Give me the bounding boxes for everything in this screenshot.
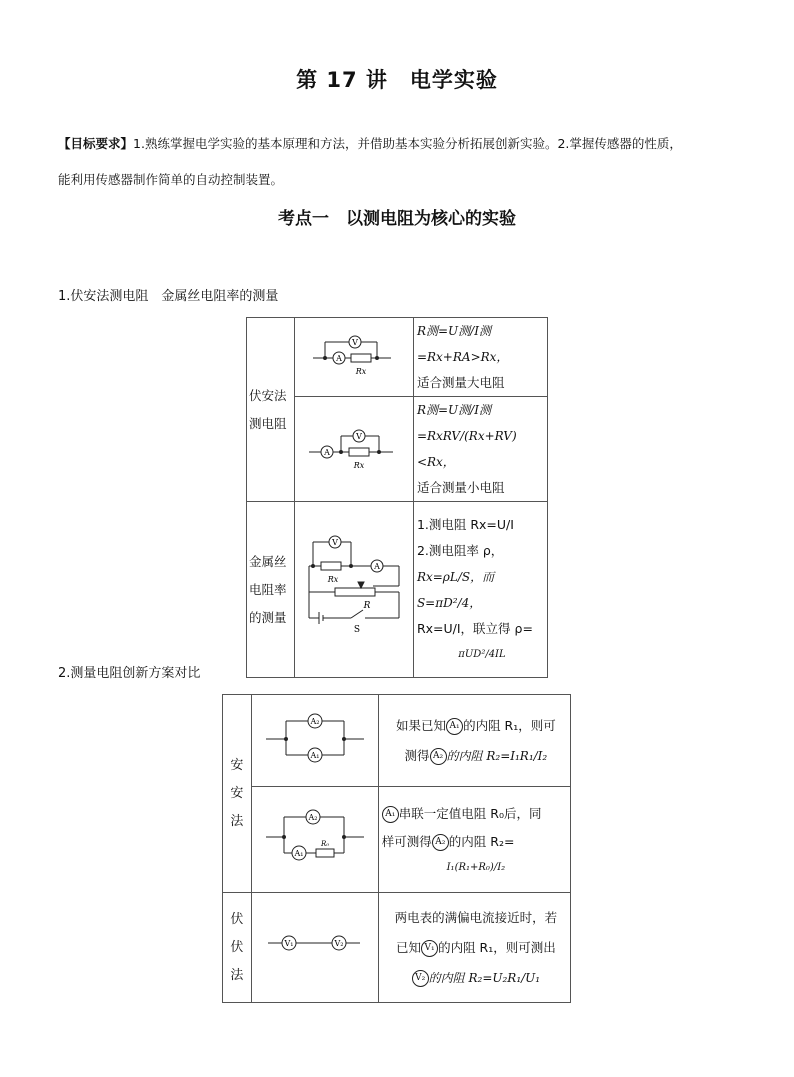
goal-text-1: 1.熟练掌握电学实验的基本原理和方法，并借助基本实验分析拓展创新实验。2.掌握传感器的性质， — [133, 136, 682, 151]
svg-text:V₂: V₂ — [334, 939, 344, 948]
voltammetry-label: 伏安法 测电阻 — [247, 318, 295, 502]
resistivity-steps — [413, 502, 547, 678]
svg-text:Rx: Rx — [327, 575, 339, 584]
rx-label: Rx — [355, 366, 367, 376]
learning-goals — [58, 126, 758, 198]
fufu-notes: 两电表的满偏电流接近时，若 已知 V₁ 的内阻 R₁，则可测出 V₂ 的内阻 R₂=U₂R₁/U₁ — [378, 893, 570, 1003]
svg-text:A₂: A₂ — [308, 813, 318, 822]
svg-text:V: V — [356, 431, 362, 441]
fufu-circuit — [251, 893, 378, 1003]
innovative-methods-table — [222, 694, 571, 1003]
section-title: 考点一 以测电阻为核心的实验 — [278, 209, 516, 229]
part2-heading: 2.测量电阻创新方案对比 — [58, 666, 201, 681]
anan-circuit-1 — [251, 695, 378, 787]
step-2: 2.测电阻率 ρ， — [416, 542, 504, 558]
svg-text:A₂: A₂ — [310, 717, 320, 726]
anan-notes-2: A₁ 串联一定值电阻 R₀后，同 样可测得 A₂ 的内阻 R₂= I₁(R₁+R₀)/I₂ — [378, 787, 570, 893]
goal-text-2: 能利用传感器制作简单的自动控制装置。 — [58, 172, 284, 187]
part1-heading: 1.伏安法测电阻 金属丝电阻率的测量 — [58, 289, 279, 304]
svg-text:R₀: R₀ — [320, 840, 329, 848]
svg-text:A: A — [374, 562, 380, 571]
svg-text:S: S — [353, 625, 361, 635]
step-3: Rx=ρL/S，而 S=πD²/4， — [416, 569, 495, 610]
svg-text:A₁: A₁ — [294, 849, 304, 858]
ammeter-a2-icon: A₂ — [430, 748, 447, 765]
internal-note: 适合测量小电阻 — [416, 480, 505, 495]
svg-text:V: V — [332, 538, 338, 547]
step-5: πUD²/4IL — [458, 648, 506, 660]
anan-label: 安安法 — [223, 695, 252, 893]
svg-text:R: R — [363, 601, 371, 611]
resistivity-label: 金属丝 电阻率 的测量 — [247, 502, 295, 678]
svg-text:Rx: Rx — [353, 460, 365, 470]
ammeter-a1-icon: A₁ — [446, 718, 463, 735]
voltmeter-v1-icon: V₁ — [421, 940, 438, 957]
external-connection-circuit — [294, 318, 413, 397]
fufu-label: 伏伏法 — [223, 893, 252, 1003]
voltmeter-label: V — [352, 337, 358, 347]
resistivity-circuit — [294, 502, 413, 678]
anan-circuit-2 — [251, 787, 378, 893]
anan-notes-1: 如果已知 A₁ 的内阻 R₁，则可 测得 A₂ 的内阻 R₂=I₁R₁/I₂ — [378, 695, 570, 787]
goal-tag: 【目标要求】 — [58, 136, 134, 151]
external-connection-notes — [413, 318, 547, 397]
svg-text:A: A — [324, 447, 330, 457]
voltmeter-v2-icon: V₂ — [412, 970, 429, 987]
internal-connection-circuit — [294, 397, 413, 502]
external-note: 适合测量大电阻 — [416, 375, 505, 390]
internal-connection-notes — [413, 397, 547, 502]
internal-formula: R测=U测/I测=RxRV/(Rx+RV)<Rx， — [416, 403, 517, 469]
ammeter-label: A — [336, 353, 342, 363]
voltammetry-table — [246, 317, 548, 678]
svg-text:A₁: A₁ — [310, 751, 320, 760]
step-4: Rx=U/I，联立得 ρ= — [416, 620, 533, 636]
step-1: 1.测电阻 Rx=U/I — [416, 516, 514, 532]
svg-text:V₁: V₁ — [284, 939, 294, 948]
page-title: 第 17 讲 电学实验 — [296, 68, 498, 92]
external-formula: R测=U测/I测=Rx+RA>Rx， — [416, 324, 509, 364]
